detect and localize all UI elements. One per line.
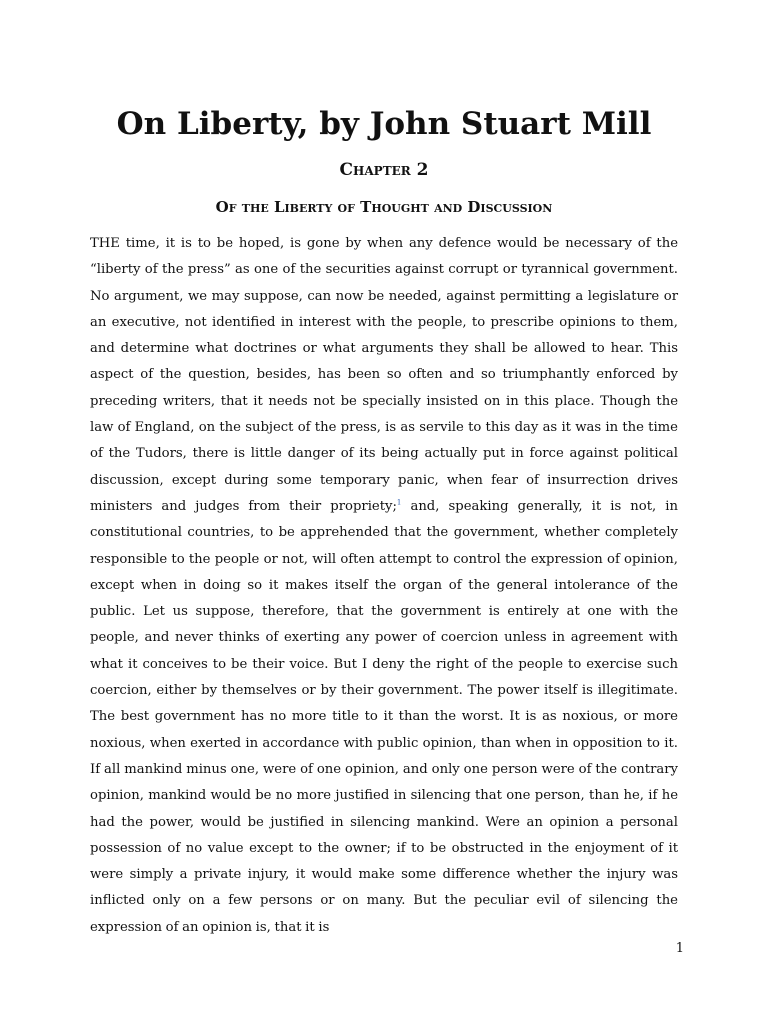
body-text-part-2: and, speaking generally, it is not, in constitutional countries, to be apprehended that the government, whether completely responsible to the people or not, will often attempt to control the expression of opinion, except when in doing so it makes itself the organ of the general intolerance of the public. Let us suppose, therefore, that the government is entirely at one with the people, and never thinks of exerting any power of coercion unless in agreement with what it conceives to be their voice. But I deny the right of the people to exercise such coercion, either by themselves or by their government. The power itself is illegitimate. The best government has no more title to it than the worst. It is as noxious, or more noxious, when exerted in accordance with public opinion, than when in opposition to it. If all mankind minus one, were of one opinion, and only one person were of the contrary opinion, mankind would be no more justified in silencing that one person, than he, if he had the power, would be justified in silencing mankind. Were an opinion a personal possession of no value except to the owner; if to be obstructed in the enjoyment of it were simply a private injury, it would make some difference whether the injury was inflicted only on a few persons or on many. But the peculiar evil of silencing the expression of an opinion is, that it is: [90, 498, 678, 935]
footnote-link[interactable]: 1: [396, 498, 402, 507]
body-text-part-1: THE time, it is to be hoped, is gone by when any defence would be necessary of the “liberty of the press” as one of the securities against corrupt or tyrannical government. No argument, we may suppose, can now be needed, against permitting a legislature or an executive, not identified in interest with the people, to prescribe opinions to them, and determine what doctrines or what arguments they shall be allowed to hear. This aspect of the question, besides, has been so often and so triumphantly enforced by preceding writers, that it needs not be specially insisted on in this place. Though the law of England, on the subject of the press, is as servile to this day as it was in the time of the Tudors, there is little danger of its being actually put in force against political discussion, except during some temporary panic, when fear of insurrection drives ministers and judges from their propriety;: [90, 236, 678, 514]
book-title: On Liberty, by John Stuart Mill: [116, 106, 652, 142]
section-heading: Of the Liberty of Thought and Discussion: [215, 198, 553, 216]
page-number: 1: [675, 941, 684, 956]
chapter-heading: Chapter 2: [339, 160, 429, 180]
body-paragraph: [90, 231, 678, 941]
